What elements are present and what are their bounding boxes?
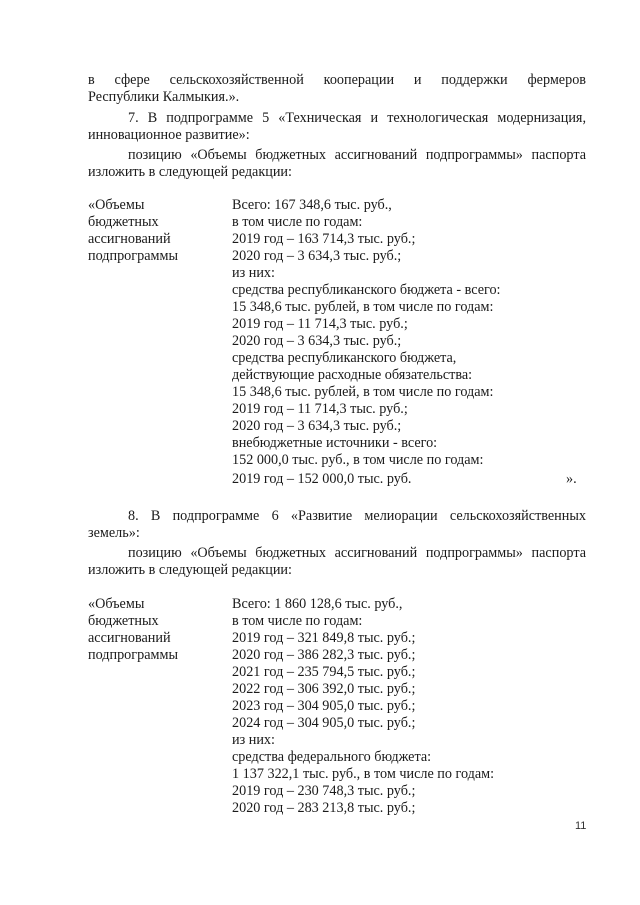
block1-value: из них:	[232, 265, 275, 281]
block2-value: 2023 год – 304 905,0 тыс. руб.;	[232, 698, 416, 714]
item-7-position-text: позицию «Объемы бюджетных ассигнований подпрограммы» паспорта	[128, 147, 586, 163]
block1-value: в том числе по годам:	[232, 214, 363, 230]
block1-left-label: бюджетных	[88, 214, 159, 230]
block1-value: 2019 год – 152 000,0 тыс. руб.	[232, 471, 412, 487]
paragraph-line: в сфере сельскохозяйственной кооперации и поддержки фермеров	[88, 72, 586, 88]
block2-left-label: подпрограммы	[88, 647, 178, 663]
item-8-position-text-cont: изложить в следующей редакции:	[88, 562, 292, 578]
block1-value: внебюджетные источники - всего:	[232, 435, 438, 451]
block1-value: Всего: 167 348,6 тыс. руб.,	[232, 197, 392, 213]
item-8-heading: 8. В подпрограмме 6 «Развитие мелиорации сельскохозяйственных	[128, 508, 586, 524]
block1-value: 15 348,6 тыс. рублей, в том числе по годам:	[232, 299, 494, 315]
block2-value: в том числе по годам:	[232, 613, 363, 629]
block2-left-label: бюджетных	[88, 613, 159, 629]
block2-value: Всего: 1 860 128,6 тыс. руб.,	[232, 596, 403, 612]
block1-value: 2019 год – 163 714,3 тыс. руб.;	[232, 231, 416, 247]
block2-value: 2024 год – 304 905,0 тыс. руб.;	[232, 715, 416, 731]
item-7-heading: 7. В подпрограмме 5 «Техническая и технологическая модернизация,	[128, 110, 586, 126]
block1-value: 2020 год – 3 634,3 тыс. руб.;	[232, 418, 402, 434]
block1-value: средства республиканского бюджета - всего:	[232, 282, 501, 298]
block1-left-label: «Объемы	[88, 197, 145, 213]
block1-value: 152 000,0 тыс. руб., в том числе по годам:	[232, 452, 484, 468]
block1-value: 2020 год – 3 634,3 тыс. руб.;	[232, 248, 402, 264]
block2-value: 2020 год – 283 213,8 тыс. руб.;	[232, 800, 416, 816]
block2-value: 2019 год – 321 849,8 тыс. руб.;	[232, 630, 416, 646]
block1-value: действующие расходные обязательства:	[232, 367, 473, 383]
block2-left-label: «Объемы	[88, 596, 145, 612]
block1-value: 2020 год – 3 634,3 тыс. руб.;	[232, 333, 402, 349]
block2-value: 2020 год – 386 282,3 тыс. руб.;	[232, 647, 416, 663]
item-7-position-text-cont: изложить в следующей редакции:	[88, 164, 292, 180]
block1-closing-quote: ».	[566, 471, 577, 487]
item-7-heading-cont: инновационное развитие»:	[88, 127, 250, 143]
block2-value: 2021 год – 235 794,5 тыс. руб.;	[232, 664, 416, 680]
block2-value: средства федерального бюджета:	[232, 749, 432, 765]
block1-value: средства республиканского бюджета,	[232, 350, 457, 366]
item-8-heading-cont: земель»:	[88, 525, 140, 541]
block1-left-label: ассигнований	[88, 231, 171, 247]
block2-left-label: ассигнований	[88, 630, 171, 646]
page-number: 11	[575, 820, 587, 832]
block1-value: 15 348,6 тыс. рублей, в том числе по годам:	[232, 384, 494, 400]
block2-value: 2022 год – 306 392,0 тыс. руб.;	[232, 681, 416, 697]
block1-left-label: подпрограммы	[88, 248, 178, 264]
block1-value: 2019 год – 11 714,3 тыс. руб.;	[232, 401, 408, 417]
block2-value: из них:	[232, 732, 275, 748]
block2-value: 1 137 322,1 тыс. руб., в том числе по годам:	[232, 766, 495, 782]
block1-value: 2019 год – 11 714,3 тыс. руб.;	[232, 316, 408, 332]
paragraph-line: Республики Калмыкия.».	[88, 89, 240, 105]
block2-value: 2019 год – 230 748,3 тыс. руб.;	[232, 783, 416, 799]
item-8-position-text: позицию «Объемы бюджетных ассигнований подпрограммы» паспорта	[128, 545, 586, 561]
